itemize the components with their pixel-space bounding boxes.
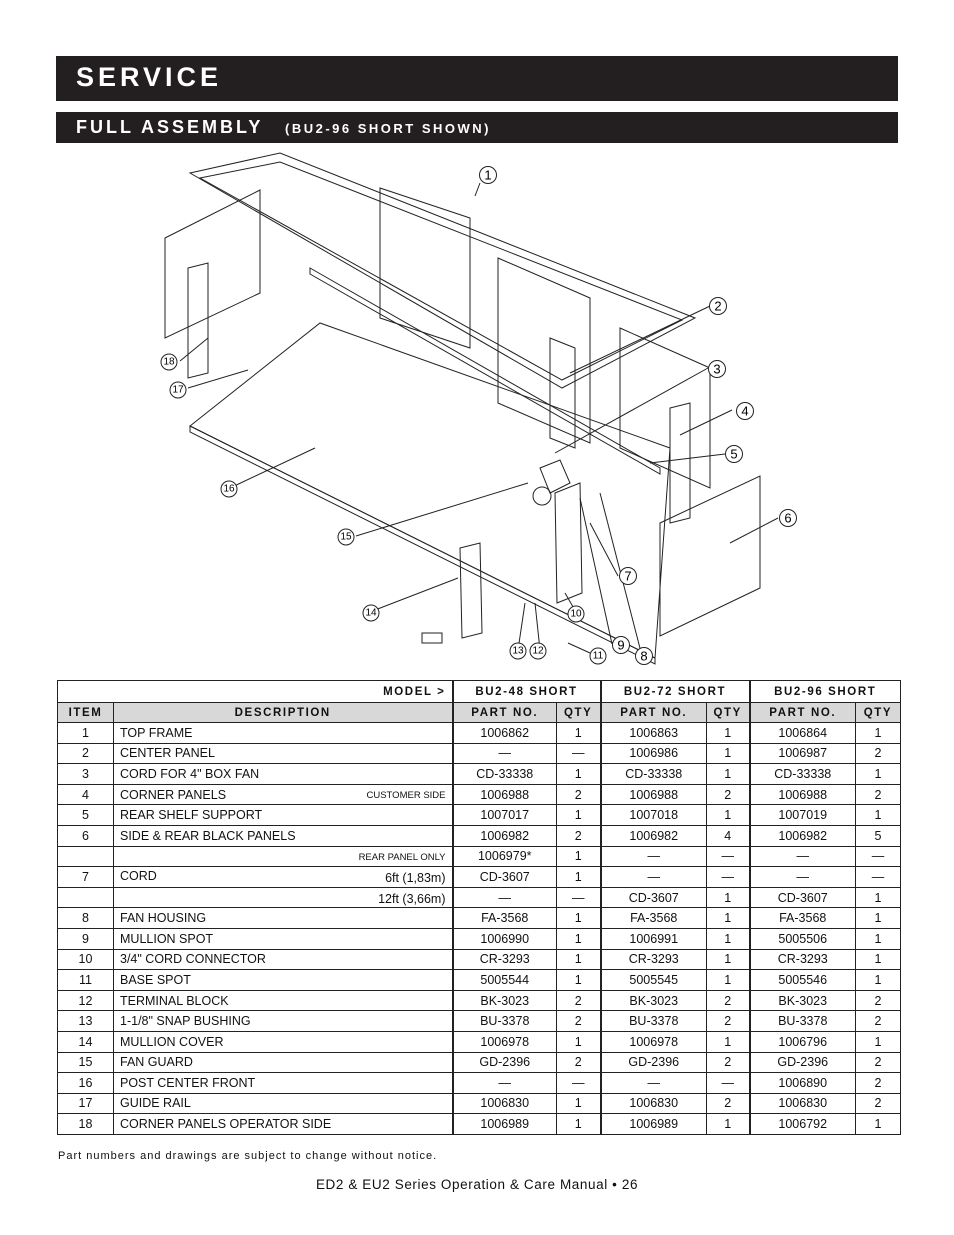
description-note: 12ft (3,66m) xyxy=(378,891,446,906)
part-no-72: 1006991 xyxy=(601,928,707,949)
callout-3 xyxy=(709,361,726,378)
part-no-96: CD-33338 xyxy=(750,764,856,785)
qty-48: 1 xyxy=(557,846,601,867)
qty-48: 1 xyxy=(557,867,601,888)
item-cell: 13 xyxy=(58,1011,114,1032)
part-no-48: 1006988 xyxy=(453,784,557,805)
qty-48: 1 xyxy=(557,949,601,970)
qty-96: 1 xyxy=(856,970,901,991)
callout-label: 9 xyxy=(617,637,625,653)
description-cell xyxy=(114,1011,453,1032)
qty-header-96: QTY xyxy=(856,703,901,723)
footnote: Part numbers and drawings are subject to change without notice. xyxy=(58,1150,438,1162)
table-row xyxy=(58,1052,901,1073)
description-cell xyxy=(114,949,453,970)
callout-18 xyxy=(161,354,177,370)
qty-96: 1 xyxy=(856,887,901,908)
part-no-96: BU-3378 xyxy=(750,1011,856,1032)
description-cell xyxy=(114,887,453,908)
part-no-48: — xyxy=(453,887,557,908)
qty-48: 1 xyxy=(557,1031,601,1052)
qty-48: 1 xyxy=(557,723,601,744)
description-text: 3/4" CORD CONNECTOR xyxy=(120,952,266,967)
mullion-spot xyxy=(555,483,582,603)
description-cell xyxy=(114,1093,453,1114)
part-no-48: 1006862 xyxy=(453,723,557,744)
callout-label: 8 xyxy=(640,648,648,664)
part-no-96: 5005506 xyxy=(750,928,856,949)
description-header: DESCRIPTION xyxy=(114,703,453,723)
part-no-96: — xyxy=(750,846,856,867)
item-cell: 10 xyxy=(58,949,114,970)
item-cell: 15 xyxy=(58,1052,114,1073)
part-no-72: — xyxy=(601,846,707,867)
description-text: REAR SHELF SUPPORT xyxy=(120,808,263,823)
part-no-72: 1006988 xyxy=(601,784,707,805)
item-cell: 2 xyxy=(58,743,114,764)
qty-72: 2 xyxy=(707,990,750,1011)
part-no-96: FA-3568 xyxy=(750,908,856,929)
section-banner xyxy=(56,112,898,143)
qty-72: 1 xyxy=(707,723,750,744)
qty-48: 1 xyxy=(557,1114,601,1135)
callout-13 xyxy=(510,643,526,659)
item-cell: 11 xyxy=(58,970,114,991)
callout-label: 7 xyxy=(624,568,632,584)
qty-48: 2 xyxy=(557,825,601,846)
part-no-72: 1006986 xyxy=(601,743,707,764)
description-cell xyxy=(114,970,453,991)
top-frame xyxy=(190,153,695,388)
table-row xyxy=(58,908,901,929)
model-header-row xyxy=(58,681,901,703)
part-no-48: 1006989 xyxy=(453,1114,557,1135)
table-row xyxy=(58,723,901,744)
label-plate xyxy=(422,633,442,643)
description-cell xyxy=(114,1052,453,1073)
part-no-72: BK-3023 xyxy=(601,990,707,1011)
qty-96: 1 xyxy=(856,908,901,929)
item-cell: 12 xyxy=(58,990,114,1011)
part-no-72: CD-3607 xyxy=(601,887,707,908)
part-no-96: 1006792 xyxy=(750,1114,856,1135)
part-header-48: PART NO. xyxy=(453,703,557,723)
item-cell: 14 xyxy=(58,1031,114,1052)
description-cell xyxy=(114,908,453,929)
part-no-96: GD-2396 xyxy=(750,1052,856,1073)
description-text: GUIDE RAIL xyxy=(120,1096,191,1111)
qty-96: — xyxy=(856,867,901,888)
table-row xyxy=(58,928,901,949)
callout-label: 2 xyxy=(714,298,722,314)
qty-72: 2 xyxy=(707,1093,750,1114)
part-no-48: — xyxy=(453,743,557,764)
qty-72: 1 xyxy=(707,764,750,785)
side-black-panel xyxy=(660,476,760,636)
page-footer: ED2 & EU2 Series Operation & Care Manual • 26 xyxy=(315,1177,639,1192)
qty-96: 1 xyxy=(856,949,901,970)
qty-header-48: QTY xyxy=(557,703,601,723)
description-text: MULLION SPOT xyxy=(120,931,214,946)
qty-72: 4 xyxy=(707,825,750,846)
qty-48: 1 xyxy=(557,764,601,785)
fan-guard-shape xyxy=(533,487,551,505)
qty-72: — xyxy=(707,867,750,888)
description-text: 1-1/8" SNAP BUSHING xyxy=(120,1014,251,1029)
part-no-72: 5005545 xyxy=(601,970,707,991)
item-cell: 17 xyxy=(58,1093,114,1114)
qty-96: 2 xyxy=(856,1052,901,1073)
table-row xyxy=(58,1031,901,1052)
column-header-row xyxy=(58,703,901,723)
qty-72: 1 xyxy=(707,743,750,764)
description-cell xyxy=(114,743,453,764)
model-bu2-72: BU2-72 SHORT xyxy=(601,681,750,703)
qty-96: 2 xyxy=(856,1093,901,1114)
corner-panel-right xyxy=(670,403,690,523)
callout-17 xyxy=(170,382,186,398)
part-no-96: 1006830 xyxy=(750,1093,856,1114)
callout-label: 13 xyxy=(512,645,524,657)
part-no-96: 1006890 xyxy=(750,1073,856,1094)
rear-panel-right xyxy=(498,258,590,443)
description-note: CUSTOMER SIDE xyxy=(366,789,446,801)
callout-2 xyxy=(710,298,727,315)
description-text: BASE SPOT xyxy=(120,972,191,987)
description-cell xyxy=(114,723,453,744)
item-cell: 4 xyxy=(58,784,114,805)
qty-48: — xyxy=(557,887,601,908)
description-text: CORNER PANELS xyxy=(120,787,227,802)
part-no-48: CR-3293 xyxy=(453,949,557,970)
part-no-48: 1007017 xyxy=(453,805,557,826)
table-row xyxy=(58,846,901,867)
table-row xyxy=(58,1073,901,1094)
part-no-96: 1006864 xyxy=(750,723,856,744)
qty-96: 2 xyxy=(856,784,901,805)
callout-8 xyxy=(636,648,653,665)
item-cell: 7 xyxy=(58,867,114,888)
callout-label: 15 xyxy=(340,531,352,543)
part-no-96: CD-3607 xyxy=(750,887,856,908)
qty-72: 1 xyxy=(707,805,750,826)
callout-14 xyxy=(363,605,379,621)
parts-table xyxy=(57,680,901,1135)
table-row xyxy=(58,1114,901,1135)
item-cell: 16 xyxy=(58,1073,114,1094)
part-no-48: 1006979* xyxy=(453,846,557,867)
part-no-72: 1007018 xyxy=(601,805,707,826)
callout-10 xyxy=(568,606,584,622)
page-title: SERVICE xyxy=(76,62,223,92)
qty-48: 2 xyxy=(557,990,601,1011)
qty-header-72: QTY xyxy=(707,703,750,723)
description-cell xyxy=(114,1073,453,1094)
part-no-96: 1006988 xyxy=(750,784,856,805)
qty-96: 2 xyxy=(856,743,901,764)
description-cell xyxy=(114,805,453,826)
callout-15 xyxy=(338,529,354,545)
part-no-72: BU-3378 xyxy=(601,1011,707,1032)
callout-label: 11 xyxy=(592,650,604,662)
callout-label: 17 xyxy=(172,384,184,396)
callout-label: 14 xyxy=(365,607,377,619)
qty-48: 1 xyxy=(557,805,601,826)
qty-48: 1 xyxy=(557,908,601,929)
part-header-96: PART NO. xyxy=(750,703,856,723)
table-row xyxy=(58,743,901,764)
part-no-48: 1006990 xyxy=(453,928,557,949)
part-no-96: 1007019 xyxy=(750,805,856,826)
part-no-72: 1006830 xyxy=(601,1093,707,1114)
part-no-96: 1006982 xyxy=(750,825,856,846)
table-row xyxy=(58,970,901,991)
part-no-72: 1006982 xyxy=(601,825,707,846)
part-no-96: CR-3293 xyxy=(750,949,856,970)
table-row xyxy=(58,867,901,888)
description-note: REAR PANEL ONLY xyxy=(358,851,446,863)
item-cell xyxy=(58,846,114,867)
model-label: MODEL > xyxy=(58,681,453,703)
qty-96: 2 xyxy=(856,1073,901,1094)
part-no-72: — xyxy=(601,867,707,888)
description-note: 6ft (1,83m) xyxy=(385,870,446,885)
callout-label: 3 xyxy=(713,361,721,377)
item-cell: 6 xyxy=(58,825,114,846)
callout-11 xyxy=(590,648,606,664)
part-no-96: BK-3023 xyxy=(750,990,856,1011)
description-text: CORD xyxy=(120,868,157,883)
qty-96: 2 xyxy=(856,990,901,1011)
part-no-96: 1006987 xyxy=(750,743,856,764)
qty-72: — xyxy=(707,846,750,867)
callout-9 xyxy=(613,637,630,654)
callout-5 xyxy=(726,446,743,463)
description-cell xyxy=(114,990,453,1011)
table-row xyxy=(58,825,901,846)
qty-96: 1 xyxy=(856,1114,901,1135)
description-text: CORD FOR 4" BOX FAN xyxy=(120,766,260,781)
description-cell xyxy=(114,1114,453,1135)
description-text: SIDE & REAR BLACK PANELS xyxy=(120,828,296,843)
qty-48: 1 xyxy=(557,928,601,949)
section-title: FULL ASSEMBLY xyxy=(76,117,264,137)
qty-96: 1 xyxy=(856,928,901,949)
callout-16 xyxy=(221,481,237,497)
callout-label: 1 xyxy=(484,167,492,183)
description-cell xyxy=(114,846,453,867)
qty-72: 1 xyxy=(707,970,750,991)
part-no-96: 1006796 xyxy=(750,1031,856,1052)
qty-48: 2 xyxy=(557,1011,601,1032)
part-no-72: 1006863 xyxy=(601,723,707,744)
qty-48: 1 xyxy=(557,1093,601,1114)
qty-48: 1 xyxy=(557,970,601,991)
qty-72: 2 xyxy=(707,1052,750,1073)
qty-48: 2 xyxy=(557,784,601,805)
fan-housing xyxy=(540,460,570,493)
callout-label: 6 xyxy=(784,510,792,526)
description-text: TERMINAL BLOCK xyxy=(120,993,229,1008)
part-no-48: BU-3378 xyxy=(453,1011,557,1032)
part-no-48: GD-2396 xyxy=(453,1052,557,1073)
description-text: FAN GUARD xyxy=(120,1055,193,1070)
qty-96: 5 xyxy=(856,825,901,846)
part-no-96: 5005546 xyxy=(750,970,856,991)
table-row xyxy=(58,949,901,970)
part-no-48: CD-3607 xyxy=(453,867,557,888)
part-no-72: FA-3568 xyxy=(601,908,707,929)
callout-7 xyxy=(620,568,637,585)
part-no-72: 1006978 xyxy=(601,1031,707,1052)
qty-72: 1 xyxy=(707,887,750,908)
qty-72: — xyxy=(707,1073,750,1094)
description-cell xyxy=(114,867,453,888)
description-text: TOP FRAME xyxy=(120,725,193,740)
callout-4 xyxy=(737,403,754,420)
qty-48: — xyxy=(557,1073,601,1094)
base-floor-edge xyxy=(190,426,655,664)
description-text: FAN HOUSING xyxy=(120,911,207,926)
callout-1 xyxy=(480,167,497,184)
qty-96: — xyxy=(856,846,901,867)
item-header: ITEM xyxy=(58,703,114,723)
callout-label: 12 xyxy=(532,645,544,657)
qty-72: 1 xyxy=(707,908,750,929)
top-frame-inner xyxy=(200,162,682,380)
qty-72: 1 xyxy=(707,928,750,949)
qty-48: — xyxy=(557,743,601,764)
description-text: MULLION COVER xyxy=(120,1034,224,1049)
part-no-48: 5005544 xyxy=(453,970,557,991)
part-no-96: — xyxy=(750,867,856,888)
description-text: CORNER PANELS OPERATOR SIDE xyxy=(120,1117,332,1132)
corner-panel-left xyxy=(188,263,208,378)
qty-72: 1 xyxy=(707,949,750,970)
callout-12 xyxy=(530,643,546,659)
table-row xyxy=(58,784,901,805)
description-cell xyxy=(114,784,453,805)
base-floor xyxy=(190,323,670,658)
item-cell: 9 xyxy=(58,928,114,949)
service-banner xyxy=(56,56,898,101)
model-bu2-96: BU2-96 SHORT xyxy=(750,681,901,703)
table-row xyxy=(58,887,901,908)
rear-panel-left xyxy=(165,190,260,338)
item-cell: 3 xyxy=(58,764,114,785)
description-text: CENTER PANEL xyxy=(120,746,215,761)
mullion-cover xyxy=(460,543,482,638)
section-subtitle: (BU2-96 SHORT SHOWN) xyxy=(285,121,492,136)
qty-72: 1 xyxy=(707,1031,750,1052)
table-row xyxy=(58,1093,901,1114)
part-no-48: FA-3568 xyxy=(453,908,557,929)
qty-96: 1 xyxy=(856,805,901,826)
assembly-diagram xyxy=(150,148,840,673)
part-no-72: GD-2396 xyxy=(601,1052,707,1073)
description-cell xyxy=(114,1031,453,1052)
callout-label: 10 xyxy=(570,608,582,620)
part-no-72: 1006989 xyxy=(601,1114,707,1135)
rear-panel-center xyxy=(380,188,470,348)
description-cell xyxy=(114,764,453,785)
item-cell: 5 xyxy=(58,805,114,826)
qty-96: 2 xyxy=(856,1011,901,1032)
part-no-48: 1006830 xyxy=(453,1093,557,1114)
callout-label: 4 xyxy=(741,403,749,419)
table-row xyxy=(58,805,901,826)
table-row xyxy=(58,990,901,1011)
part-header-72: PART NO. xyxy=(601,703,707,723)
qty-48: 2 xyxy=(557,1052,601,1073)
model-bu2-48: BU2-48 SHORT xyxy=(453,681,601,703)
qty-96: 1 xyxy=(856,723,901,744)
qty-72: 2 xyxy=(707,1011,750,1032)
part-no-48: 1006978 xyxy=(453,1031,557,1052)
qty-96: 1 xyxy=(856,1031,901,1052)
item-cell: 18 xyxy=(58,1114,114,1135)
callout-label: 16 xyxy=(223,483,235,495)
part-no-72: CR-3293 xyxy=(601,949,707,970)
item-cell: 8 xyxy=(58,908,114,929)
part-no-48: BK-3023 xyxy=(453,990,557,1011)
table-row xyxy=(58,764,901,785)
callout-label: 5 xyxy=(730,446,738,462)
shelf-support xyxy=(310,268,660,474)
description-cell xyxy=(114,928,453,949)
part-no-48: 1006982 xyxy=(453,825,557,846)
item-cell xyxy=(58,887,114,908)
callout-label: 18 xyxy=(163,356,175,368)
table-row xyxy=(58,1011,901,1032)
part-no-48: CD-33338 xyxy=(453,764,557,785)
rear-panel-far xyxy=(620,328,710,488)
qty-72: 1 xyxy=(707,1114,750,1135)
description-cell xyxy=(114,825,453,846)
part-no-48: — xyxy=(453,1073,557,1094)
description-text: POST CENTER FRONT xyxy=(120,1075,256,1090)
qty-96: 1 xyxy=(856,764,901,785)
part-no-72: CD-33338 xyxy=(601,764,707,785)
callout-6 xyxy=(780,510,797,527)
item-cell: 1 xyxy=(58,723,114,744)
qty-72: 2 xyxy=(707,784,750,805)
part-no-72: — xyxy=(601,1073,707,1094)
